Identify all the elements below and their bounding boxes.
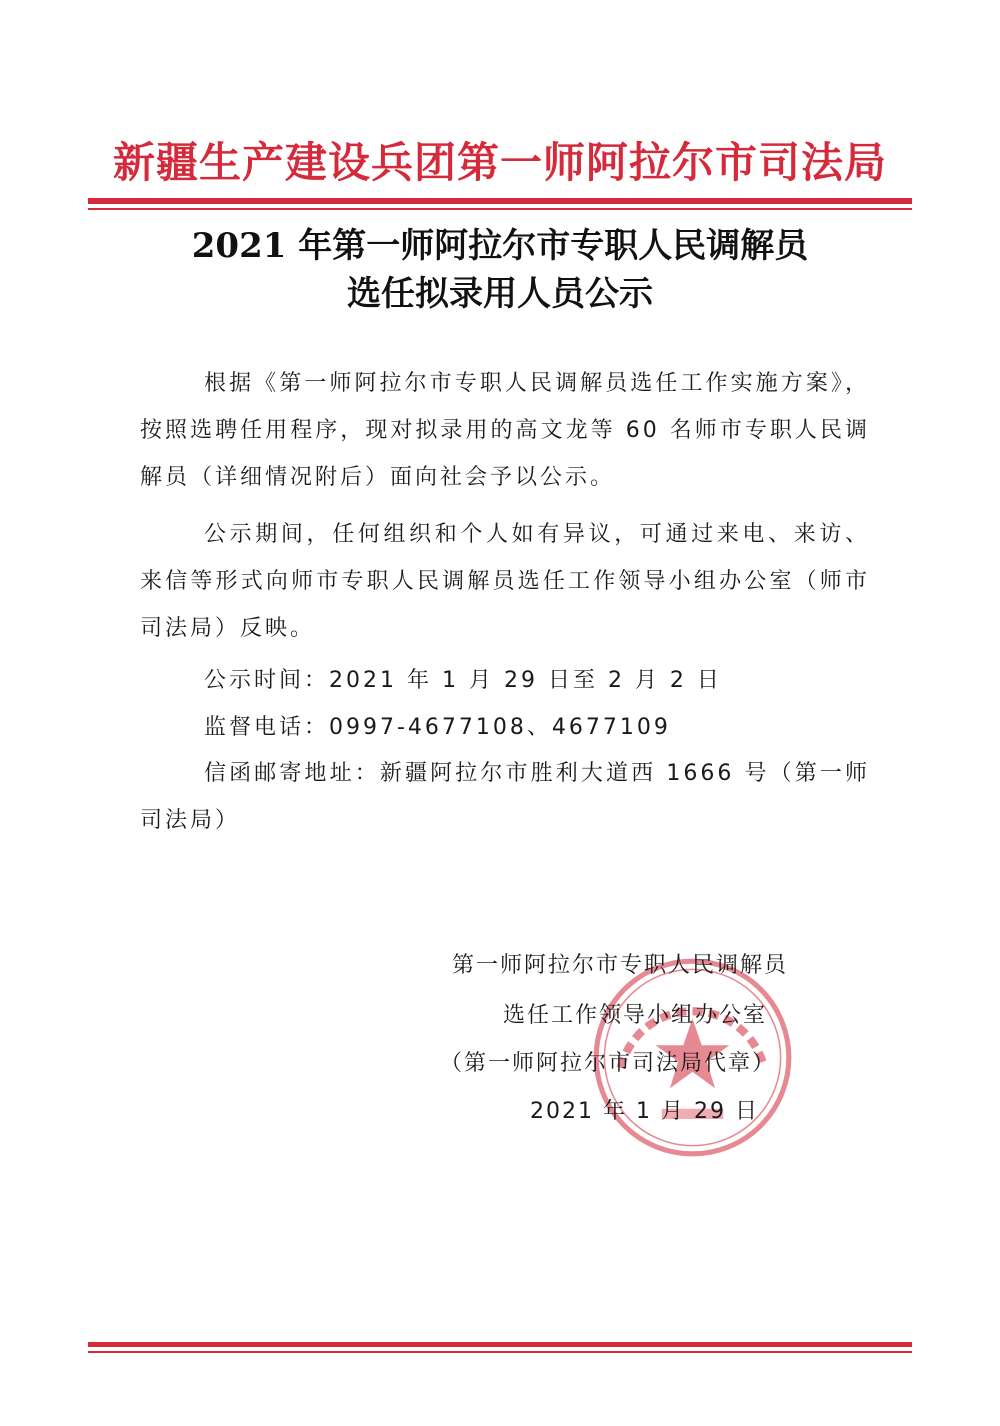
- signature-line-2: 选任工作领导小组办公室: [503, 1003, 768, 1028]
- paragraph-text: 根据《第一师阿拉尔市专职人民调解员选任工作实施方案》，按照选聘任用程序，现对拟录用的高文龙等 60 名师市专职人民调解员（详细情况附后）面向社会予以公示。: [140, 371, 870, 490]
- signature-line-1: 第一师阿拉尔市专职人民调解员: [452, 953, 789, 978]
- mailing-address: [140, 750, 870, 844]
- footer-rule-thin: [88, 1351, 912, 1353]
- publicity-time-text: 公示时间：2021 年 1 月 29 日至 2 月 2 日: [204, 668, 722, 693]
- body-paragraph-1: [140, 360, 870, 501]
- supervision-phone-text: 监督电话：0997-4677108、4677109: [204, 715, 671, 740]
- signature-date: 2021 年 1 月 29 日: [530, 1099, 759, 1124]
- letterhead-rule-thin: [88, 208, 912, 210]
- document-title-line-1: 2021 年第一师阿拉尔市专职人民调解员: [191, 226, 809, 266]
- publicity-time: [140, 657, 870, 704]
- body-paragraph-2: [140, 511, 870, 652]
- paragraph-text: 公示期间，任何组织和个人如有异议，可通过来电、来访、来信等形式向师市专职人民调解员选任工作领导小组办公室（师市司法局）反映。: [140, 522, 870, 641]
- letterhead-organization: 新疆生产建设兵团第一师阿拉尔市司法局: [112, 138, 887, 187]
- supervision-phone: [140, 704, 870, 751]
- footer-rule-thick: [88, 1342, 912, 1347]
- letterhead-rule-thick: [88, 198, 912, 204]
- mailing-address-text: 信函邮寄地址：新疆阿拉尔市胜利大道西 1666 号（第一师司法局）: [140, 761, 870, 833]
- signature-line-3: （第一师阿拉尔市司法局代章）: [440, 1051, 777, 1076]
- document-title-line-2: 选任拟录用人员公示: [347, 274, 653, 314]
